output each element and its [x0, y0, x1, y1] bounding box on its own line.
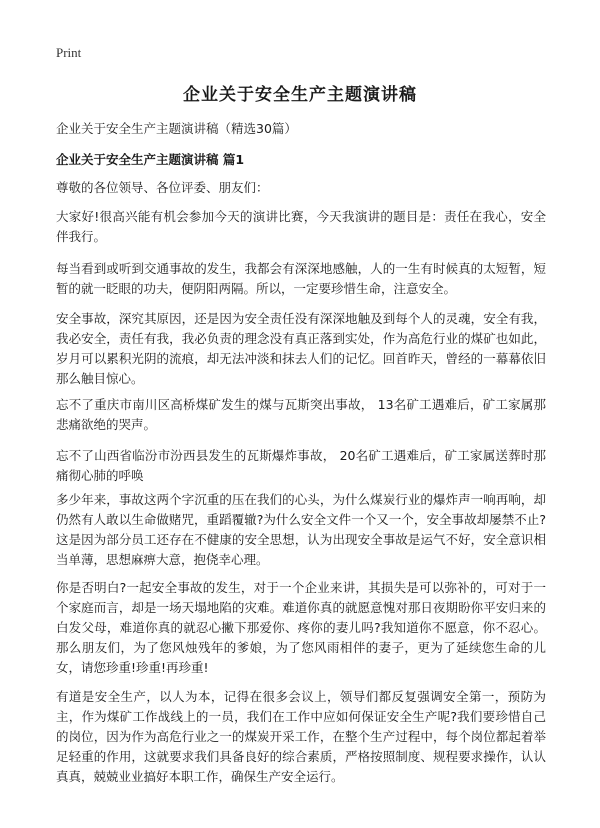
paragraph: 每当看到或听到交通事故的发生，我都会有深深地感触，人的一生有时候真的太短暂，短暂的就一眨眼的功夫，便阴阳两隔。所以，一定要珍惜生命，注意安全。 — [56, 261, 546, 296]
section-heading: 企业关于安全生产主题演讲稿 篇1 — [56, 152, 245, 167]
paragraph: 忘不了山西省临汾市汾西县发生的瓦斯爆炸事故， 20名矿工遇难后，矿工家属送葬时那痛彻心肺的呼唤 — [56, 448, 546, 483]
document-title: 企业关于安全生产主题演讲稿 — [183, 85, 417, 105]
paragraph: 大家好!很高兴能有机会参加今天的演讲比赛，今天我演讲的题目是：责任在我心，安全伴我行。 — [56, 209, 546, 244]
paragraph: 多少年来，事故这两个字沉重的压在我们的心头，为什么煤炭行业的爆炸声一响再响，却仍然有人敢以生命做赌咒，重蹈覆辙?为什么安全文件一个又一个，安全事故却屡禁不止?这是因为部分员工还存在不健康的安全思想，认为出现安全事故是运气不好，安全意识相当单薄，思想麻痹大意，抱侥幸心理。 — [56, 492, 546, 567]
paragraph: 有道是安全生产，以人为本，记得在很多会议上，领导们都反复强调安全第一，预防为主，作为煤矿工作战线上的一员，我们在工作中应如何保证安全生产呢?我们要珍惜自己的岗位，因为作为高危行业之一的煤炭开采工作，在整个生产过程中，每个岗位都起着举足轻重的作用，这就要求我们具备良好的综合素质，严格按照制度、规程要求操作，认认真真，兢兢业业搞好本职工作，确保生产安全运行。 — [56, 689, 546, 784]
print-label: Print — [56, 45, 82, 60]
paragraph: 你是否明白?一起安全事故的发生，对于一个企业来讲，其损失是可以弥补的，可对于一个家庭而言，却是一场天塌地陷的灾难。难道你真的就愿意愧对那日夜期盼你平安归来的白发父母，难道你真的就忍心撇下那爱你、疼你的妻儿吗?我知道你不愿意，你不忍心。那么朋友们，为了您风烛残年的爹娘，为了您风雨相伴的妻子，更为了延续您生命的儿女，请您珍重!珍重!再珍重! — [56, 580, 546, 675]
paragraph-greeting: 尊敬的各位领导、各位评委、朋友们： — [56, 180, 269, 195]
paragraph: 忘不了重庆市南川区高桥煤矿发生的煤与瓦斯突出事故， 13名矿工遇难后，矿工家属那悲痛欲绝的哭声。 — [56, 397, 546, 432]
paragraph: 安全事故，深究其原因，还是因为安全责任没有深深地触及到每个人的灵魂，安全有我，我必安全，责任有我，我必负责的理念没有真正落到实处，作为高危行业的煤矿也如此，岁月可以累积光阴的流痕，却无法冲淡和抹去人们的记忆。回首昨天，曾经的一幕幕依旧那么触目惊心。 — [56, 311, 546, 386]
document-subtitle: 企业关于安全生产主题演讲稿（精选30篇） — [56, 121, 297, 136]
